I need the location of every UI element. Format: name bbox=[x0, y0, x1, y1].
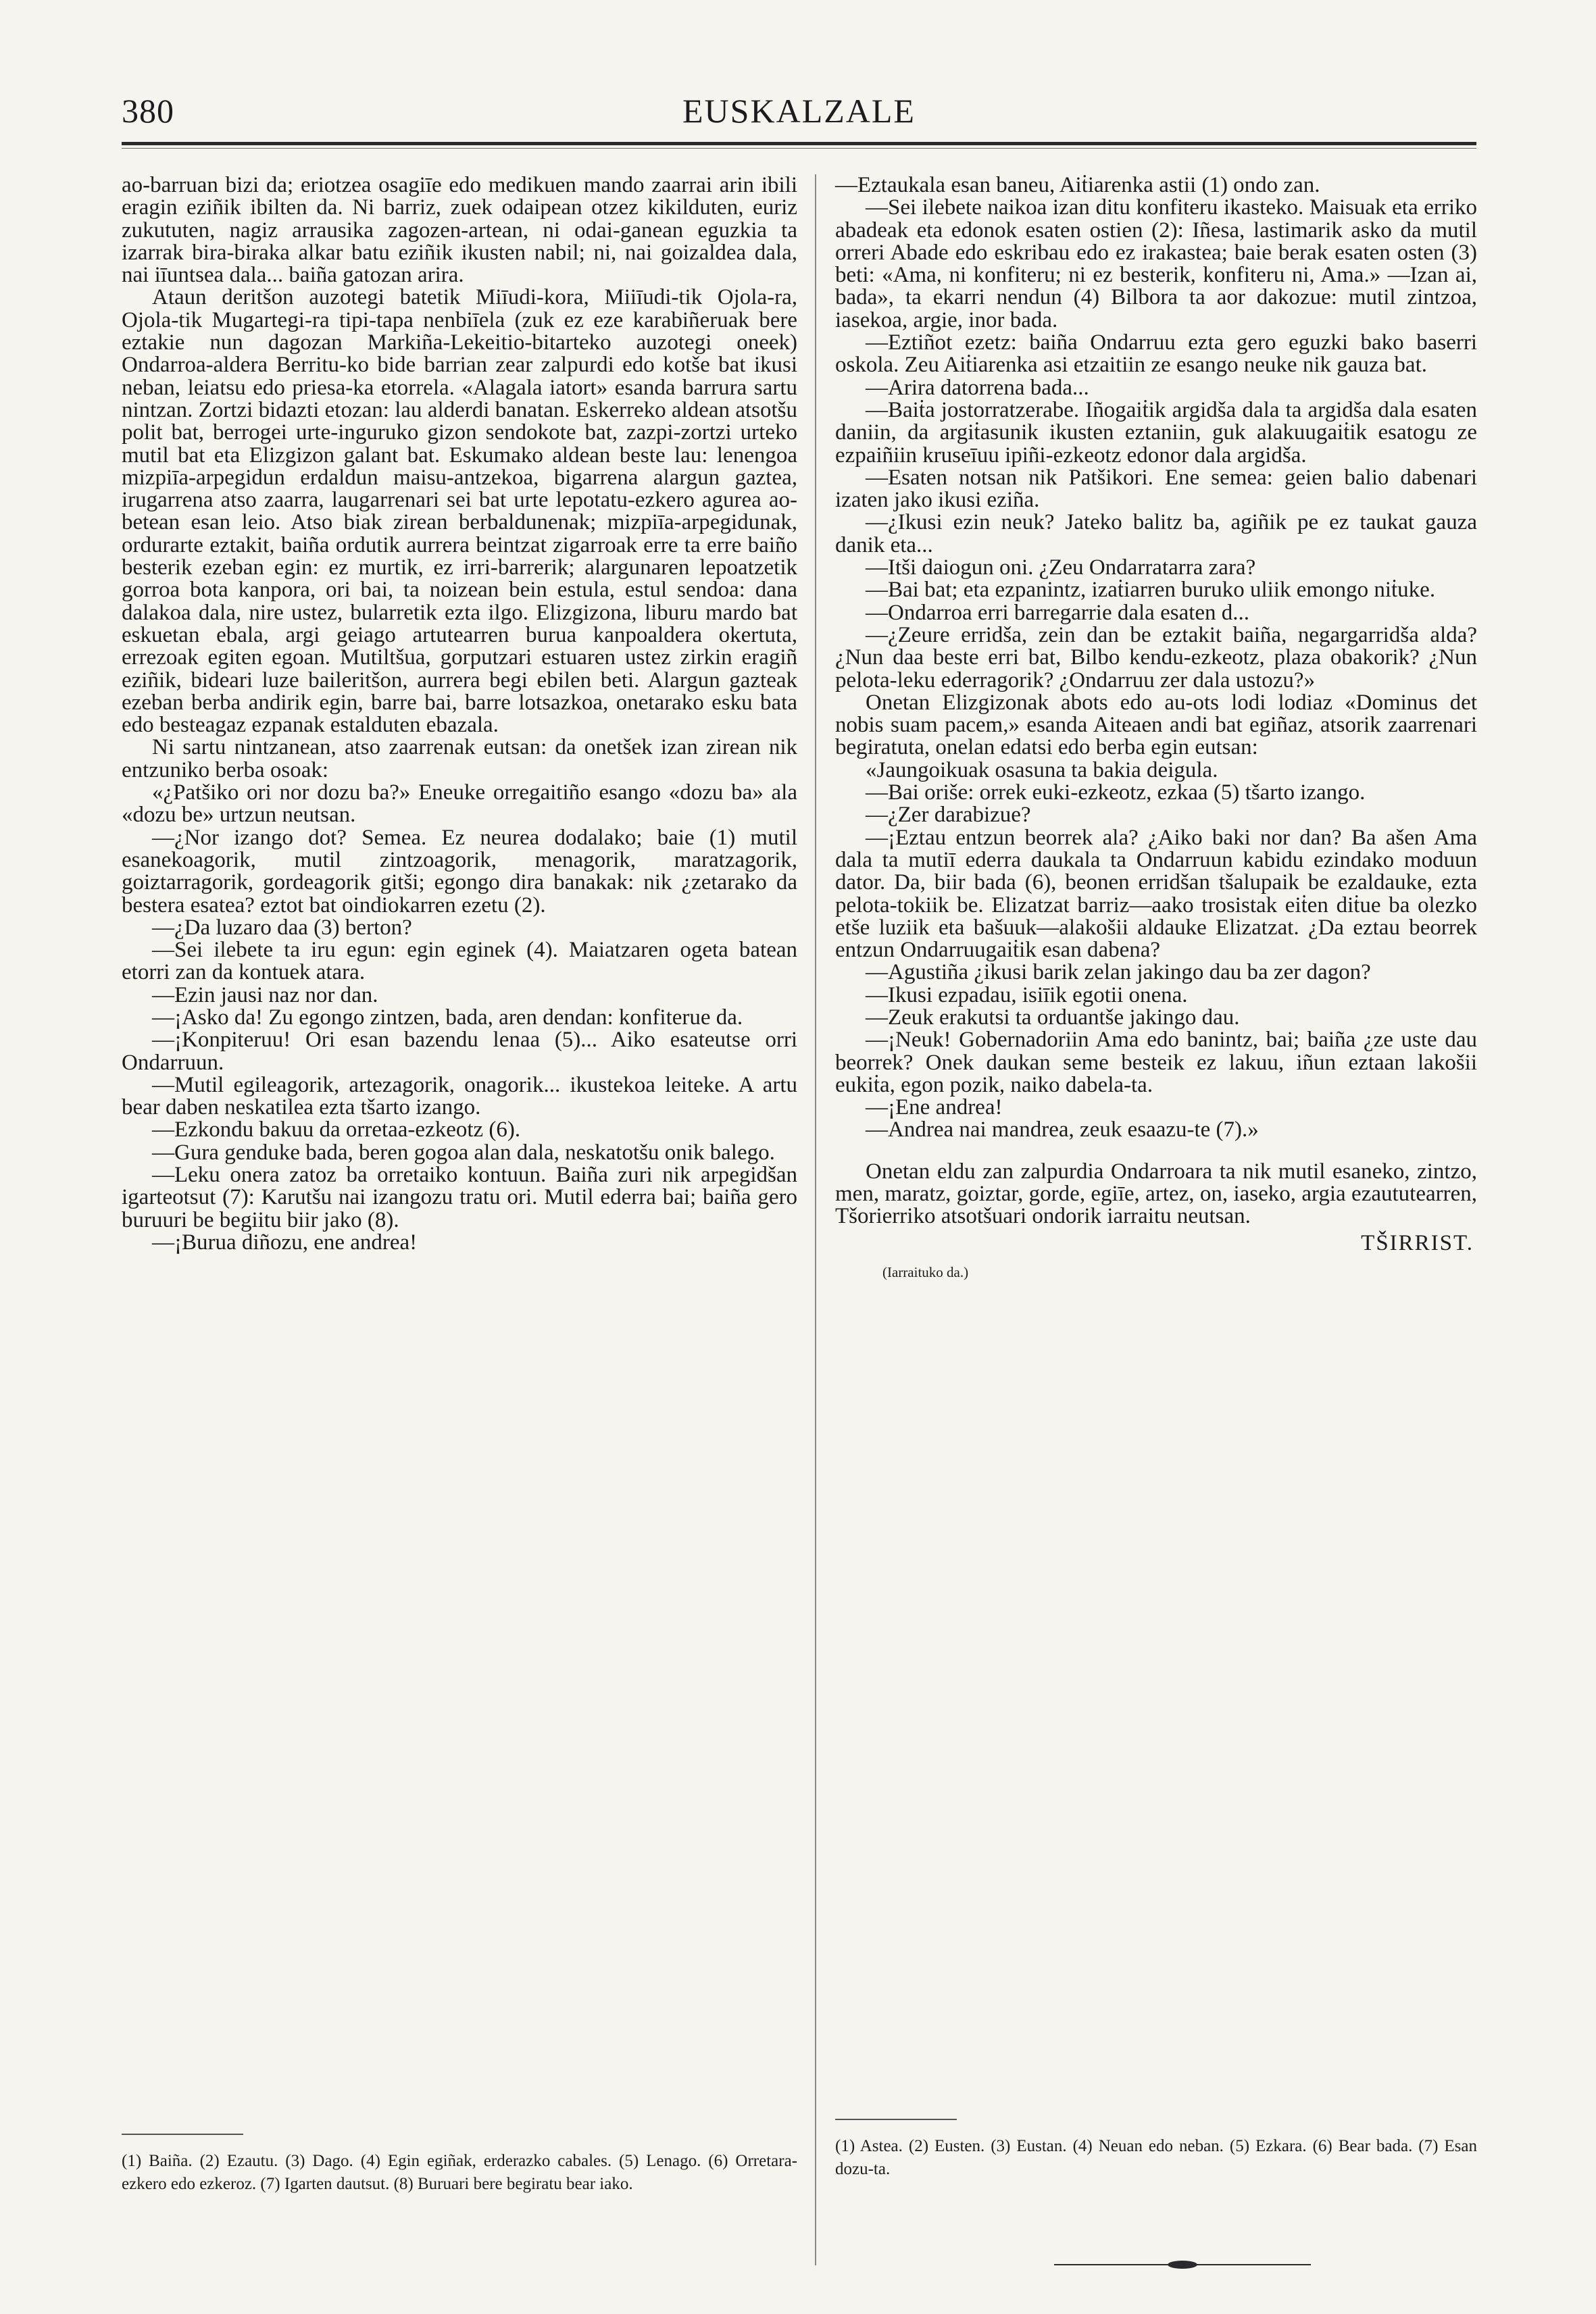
paragraph: —¡Eztau entzun beorrek ala? ¿Aiko baki nor dan? Ba ašen Ama dala ta mutiī ederra daukala ta Ondarruun kabidu ezindako moduun dator. Da, biir bada (6), beonen erridšan tšalupaik be ezaldauke, ezta pelota-tokiik be. Elizatzat barriz—aako trosistak eiṫen diṫue ba olezko etše luziik eta bašuuk—alakošii aldauke Elizatzat. ¿Da eztau beorrek entzun Ondarruugaiṫik esan dabena? bbox=[835, 825, 1477, 963]
paragraph: —Bai oriše: orrek euki-ezkeotz, ezkaa (5) tšarto izango. bbox=[866, 780, 1366, 805]
column-divider bbox=[815, 174, 816, 2265]
paragraph: —Gura genduke bada, beren gogoa alan dala, neskatotšu onik balego. bbox=[152, 1140, 775, 1165]
right-column bbox=[835, 174, 1477, 1282]
paragraph: ao-barruan bizi da; eriotzea osagiīe edo medikuen mando zaarrai arin ibili eragin eziñik ibilten da. Ni barriz, zuek odaipean otzez kikilduten, euriz zukututen, nagiz arrausika zagozen-artean, ni odai-ganean eguzkia ta izarrak bira-biraka alkar batu eziñik ikusten nabil; ni, nai goizaldea dala, nai iīuntsea dala... baiña gatozan arira. bbox=[122, 173, 797, 288]
paragraph: —Ikusi ezpadau, isiīik egotii onena. bbox=[866, 982, 1188, 1007]
paragraph: «Jaungoikuak osasuna ta bakia deigula. bbox=[866, 757, 1218, 782]
header-rule bbox=[122, 142, 1476, 145]
end-ornament bbox=[1054, 2262, 1311, 2267]
header-rule-thin bbox=[122, 148, 1476, 149]
paragraph: —¿Zeure erridša, zein dan be eztakit baiña, negargarridša alda? ¿Nun daa beste erri bat, Bilbo kendu-ezkeotz, plaza obakorik? ¿Nun pelota-leku ederragorik? ¿Ondarruu zer dala ustozu?» bbox=[835, 622, 1477, 693]
paragraph: —¡Konpiteruu! Ori esan bazendu lenaa (5)... Aiko esateutse orri Ondarruun. bbox=[122, 1028, 797, 1075]
continued-note: (Iarraituko da.) bbox=[882, 1263, 969, 1280]
paragraph: —Mutil egileagorik, artezagorik, onagorik... ikustekoa leiteke. A artu bear daben neskatilea ezta tšarto izango. bbox=[122, 1072, 797, 1120]
footnote-rule bbox=[122, 2134, 243, 2135]
paragraph: —Agustiña ¿ikusi barik zelan jakingo dau ba zer dagon? bbox=[866, 960, 1371, 985]
paragraph: —¡Neuk! Gobernadoriin Ama edo banintz, bai; baiña ¿ze uste dau beorrek? Onek daukan seme besteik ez lakuu, iñun eztaan lakošii eukiṫa, egon pozik, naiko dabela-ta. bbox=[835, 1028, 1477, 1097]
paragraph: —Sei ilebete naikoa izan ditu konfiteru ikasteko. Maisuak eta erriko abadeak eta edonok esaten ostien (2): Iñesa, lastimarik asko da mutil orreri Abade edo eskribau edo ez irakastea; baie berak esaten osten (3) beti: «Ama, ni konfiteru; ni ez besterik, konfiteru ni, Ama.» —Izan ai, bada», ta ekarri nendun (4) Bilbora ta aor dakozue: mutil zintzoa, iasekoa, argie, inor bada. bbox=[835, 195, 1477, 332]
paragraph: —Itši daiogun oni. ¿Zeu Ondarratarra zara? bbox=[866, 555, 1256, 580]
paragraph: —Arira datorrena bada... bbox=[866, 375, 1089, 400]
closing-paragraph: Onetan eldu zan zalpurdia Ondarroara ta nik mutil esaneko, zintzo, men, maratz, goiztar, gorde, egiīe, artez, on, iaseko, argia ezaututearren, Tšorierriko atsotšuari ondorik iarraitu neutsan. bbox=[835, 1159, 1477, 1229]
paragraph: —Baiṫa jostorratzerabe. Iñogaiṫik argidša dala ta argidša dala esaten daniin, da argiṫasunik ikusten eztaniin, guk alakuugaiṫik esatogu ze ezpaiñiin kruseīuu ipiñi-ezkeotz edonor dala argidša. bbox=[835, 397, 1477, 468]
paragraph: —Leku onera zatoz ba orretaiko kontuun. Baiña zuri nik arpegidšan igarteotsut (7): Karutšu nai izangozu tratu ori. Mutil ederra bai; baiña gero buruuri be begiitu biir jako (8). bbox=[122, 1163, 797, 1232]
paragraph: «¿Patšiko ori nor dozu ba?» Eneuke orregaitiño esango «dozu ba» ala «dozu be» urtzun neutsan. bbox=[122, 780, 797, 828]
paragraph: —¿Nor izango dot? Semea. Ez neurea dodalako; baie (1) mutil esanekoagorik, mutil zintzoagorik, menagorik, maratzagorik, goiztarragorik, gordeagorik gitši; egongo dira banakak: nik ¿zetarako da bestera esatea? eztot bat oindiokarren ezetu (2). bbox=[122, 825, 797, 917]
paragraph: —¿Ikusi ezin neuk? Jateko balitz ba, agiñik pe ez taukat gauza danik eta... bbox=[835, 510, 1477, 557]
paragraph: Ni sartu nintzanean, atso zaarrenak eutsan: da onetšek izan zirean nik entzuniko berba osoak: bbox=[122, 735, 797, 782]
paragraph: —¡Ene andrea! bbox=[866, 1095, 1003, 1120]
paragraph: —¿Da luzaro daa (3) berton? bbox=[152, 915, 412, 940]
paragraph: —Ezin jausi naz nor dan. bbox=[152, 982, 378, 1007]
left-footnotes: (1) Baiña. (2) Ezautu. (3) Dago. (4) Egin egiñak, erderazko cabales. (5) Lenago. (6) Orretara-ezkero edo ezkeroz. (7) Igarten dautsut. (8) Buruari bere begiratu bear iako. bbox=[122, 2152, 797, 2193]
paragraph: —¿Zer darabizue? bbox=[866, 803, 1031, 828]
paragraph: Onetan Elizgizonak abots edo au-ots lodi lodiaz «Dominus det nobis suam pacem,» esanda Aiteaen andi bat egiñaz, atsorik zaarrenari begiratuta, onelan edatsi edo berba egin eutsan: bbox=[835, 690, 1477, 760]
paragraph: —Zeuk erakutsi ta orduantše jakingo dau. bbox=[866, 1005, 1240, 1030]
paragraph: —Bai bat; eta ezpanintz, izaṫiarren buruko uliik emongo niṫuke. bbox=[866, 578, 1436, 603]
author-signature: TŠIRRIST. bbox=[1361, 1230, 1474, 1255]
paragraph: —Eztaukala esan baneu, Aiṫiarenka astii (1) ondo zan. bbox=[835, 173, 1320, 197]
paragraph: —Eztiñot ezetz: baiña Ondarruu ezta gero eguzki bako baserri oskola. Zeu Aiṫiarenka asi etzaitiin ze esango neuke nik gauza bat. bbox=[835, 330, 1477, 378]
right-footnotes: (1) Astea. (2) Eusten. (3) Eustan. (4) Neuan edo neban. (5) Ezkara. (6) Bear bada. (7) Esan dozu-ta. bbox=[835, 2137, 1477, 2178]
paragraph: —Andrea nai mandrea, zeuk esaazu-te (7).» bbox=[866, 1117, 1259, 1142]
footnote-rule bbox=[835, 2119, 957, 2120]
paragraph: —Ondarroa erri barregarrie dala esaten d... bbox=[866, 600, 1250, 625]
paragraph: —¡Burua diñozu, ene andrea! bbox=[152, 1230, 418, 1255]
journal-title: EUSKALZALE bbox=[682, 92, 916, 130]
paragraph: —Sei ilebete ta iru egun: egin eginek (4). Maiatzaren ogeta batean etorri zan da kontuek atara. bbox=[122, 938, 797, 985]
paragraph: Ataun deritšon auzotegi batetik Miīudi-kora, Miiīudi-tik Ojola-ra, Ojola-tik Mugartegi-ra tipi-tapa nenbiīela (zuk ez eze karabiñeruak bere eztakie nun dagozan Markiña-Lekeitio-bitarteko auzotegi oneek) Ondarroa-aldera Berritu-ko bide barrian zear zalpurdi edo kotše bat ikusi neban, leiatsu edo priesa-ka etorrela. «Alagala iatort» esanda barrura sartu nintzan. Zortzi bidazti etozan: lau alderdi banatan. Eskerreko aldean atsotšu polit bat, berrogei urte-inguruko gizon sendokote bat, zazpi-zortzi urteko mutil bat eta Elizgizon galant bat. Eskumako aldean beste lau: lenengoa mizpiīa-arpegidun erdaldun maisu-antzekoa, bigarrena alargun gaztea, irugarrena atso zaarra, laugarrenari sei bat urte lepotatu-ezkero agurea ao-betean esan leio. Atso biak zirean berbaldunenak; mizpiīa-arpegidunak, ordurarte eztakit, baiña ordutik aurrera beintzat zigarroak erre ta erre baiño besterik ezeban egin: ez murtik, ez irri-barrerik; alargunaren lepoatzetik gorroa bota kanpora, ori bai, ta noizean bein estula, estul sendoa: dana dalakoa dala, nire ustez, bularretik ezta ilgo. Elizgizona, liburu mardo bat eskuetan ebala, argi geiago artutearren burua kanpoaldera okertuta, errezoak egiten egoan. Mutiltšua, gorputzari estuaren ustez zirkin eragiñ eziñik, bideari luze baileritšon, aurrera begi ebilen beti. Alargun gazteak ezeban berba andirik egin, barre bai, barre lotsazkoa, onetarako esku bata edo besteagaz ezpanak estalduten ebazala. bbox=[122, 285, 797, 738]
paragraph: —Esaten notsan nik Patšikori. Ene semea: geien balio dabenari izaten jako ikusi eziña. bbox=[835, 465, 1477, 513]
paragraph: —¡Asko da! Zu egongo zintzen, bada, aren dendan: konfiterue da. bbox=[152, 1005, 743, 1030]
paragraph: —Ezkondu bakuu da orretaa-ezkeotz (6). bbox=[152, 1117, 521, 1142]
left-column bbox=[122, 174, 797, 1254]
page-number: 380 bbox=[122, 92, 174, 130]
page-header bbox=[122, 91, 1476, 145]
